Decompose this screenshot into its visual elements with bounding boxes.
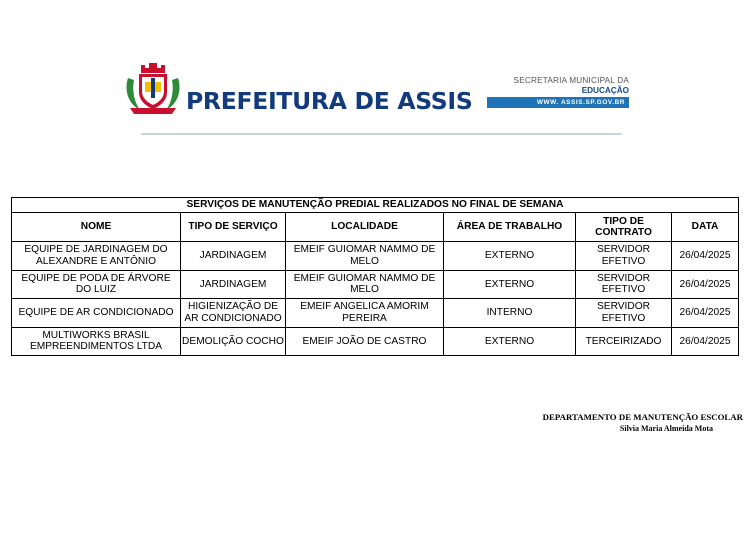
table-header-row [12, 213, 739, 242]
table-row [12, 299, 739, 328]
column-header-localidade: LOCALIDADE [286, 213, 444, 242]
website-bar: WWW. ASSIS.SP.GOV.BR [487, 97, 629, 108]
column-header-data: DATA [672, 213, 739, 242]
table-row [12, 242, 739, 271]
cell-nome: EQUIPE DE PODA DE ÁRVORE DO LUIZ [12, 270, 181, 299]
cell-tipo-servico: JARDINAGEM [181, 270, 286, 299]
cell-nome: MULTIWORKS BRASIL EMPREENDIMENTOS LTDA [12, 327, 181, 356]
letterhead [0, 0, 750, 140]
cell-area-trabalho: INTERNO [444, 299, 576, 328]
cell-nome: EQUIPE DE AR CONDICIONADO [12, 299, 181, 328]
table-title: SERVIÇOS DE MANUTENÇÃO PREDIAL REALIZADOS NO FINAL DE SEMANA [12, 198, 739, 213]
table-row [12, 327, 739, 356]
column-header-nome: NOME [12, 213, 181, 242]
department-name: DEPARTAMENTO DE MANUTENÇÃO ESCOLAR [542, 412, 743, 422]
cell-localidade: EMEIF ANGELICA AMORIM PEREIRA [286, 299, 444, 328]
cell-tipo-servico: JARDINAGEM [181, 242, 286, 271]
services-table [11, 197, 739, 356]
signer-name: Silvia Maria Almeida Mota [619, 424, 713, 431]
cell-tipo-servico: DEMOLIÇÃO COCHO [181, 327, 286, 356]
cell-area-trabalho: EXTERNO [444, 242, 576, 271]
table-title-row [12, 198, 739, 213]
cell-area-trabalho: EXTERNO [444, 270, 576, 299]
header-divider [141, 133, 622, 135]
cell-nome: EQUIPE DE JARDINAGEM DO ALEXANDRE E ANTÔNIO [12, 242, 181, 271]
cell-data: 26/04/2025 [672, 299, 739, 328]
cell-tipo-servico: HIGIENIZAÇÃO DE AR CONDICIONADO [181, 299, 286, 328]
cell-localidade: EMEIF GUIOMAR NAMMO DE MELO [286, 242, 444, 271]
municipal-coat-of-arms-icon [124, 60, 182, 116]
cell-localidade: EMEIF GUIOMAR NAMMO DE MELO [286, 270, 444, 299]
column-header-tipo-contrato: TIPO DE CONTRATO [576, 213, 672, 242]
cell-area-trabalho: EXTERNO [444, 327, 576, 356]
cell-tipo-contrato: SERVIDOR EFETIVO [576, 270, 672, 299]
cell-data: 26/04/2025 [672, 327, 739, 356]
table-row [12, 270, 739, 299]
column-header-area-trabalho: ÁREA DE TRABALHO [444, 213, 576, 242]
cell-tipo-contrato: SERVIDOR EFETIVO [576, 299, 672, 328]
cell-tipo-contrato: SERVIDOR EFETIVO [576, 242, 672, 271]
column-header-tipo-servico: TIPO DE SERVIÇO [181, 213, 286, 242]
cell-localidade: EMEIF JOÃO DE CASTRO [286, 327, 444, 356]
brand-name: PREFEITURA DE ASSIS [186, 87, 473, 115]
cell-data: 26/04/2025 [672, 242, 739, 271]
secretaria-block [487, 76, 629, 108]
secretaria-line2: EDUCAÇÃO [581, 86, 629, 95]
secretaria-line1: SECRETARIA MUNICIPAL DA [513, 76, 629, 85]
cell-tipo-contrato: TERCEIRIZADO [576, 327, 672, 356]
cell-data: 26/04/2025 [672, 270, 739, 299]
